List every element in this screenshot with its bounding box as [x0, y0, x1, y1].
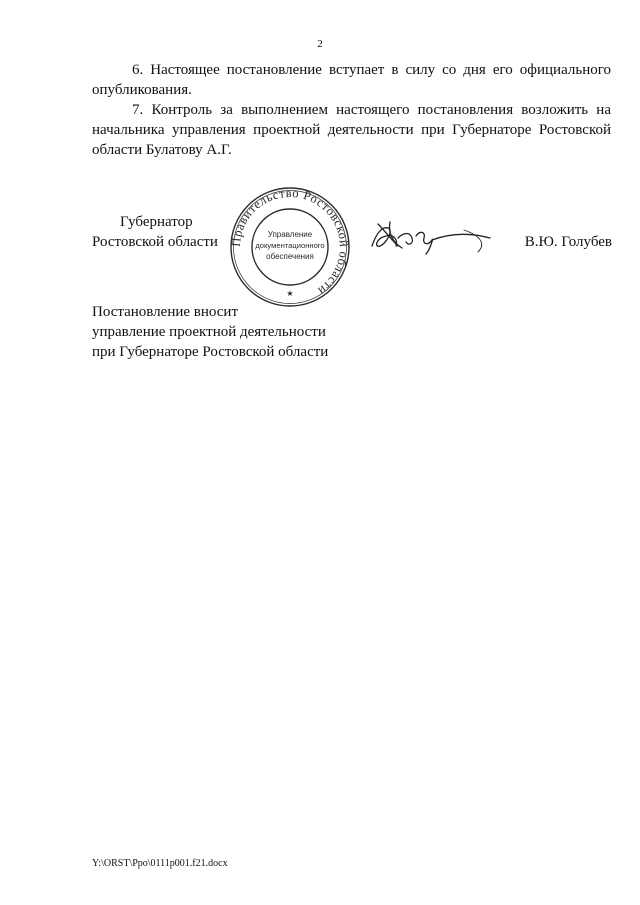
- seal-inner-line1: Управление: [267, 230, 313, 239]
- handwritten-signature: [368, 216, 498, 258]
- page-number: 2: [317, 38, 323, 50]
- governor-title-line1: Губернатор: [120, 214, 193, 230]
- governor-name: В.Ю. Голубев: [524, 234, 612, 250]
- governor-title-line2: Ростовской области: [92, 234, 218, 250]
- file-path-footer: Y:\ORST\Ppo\0111p001.f21.docx: [92, 858, 228, 869]
- submitter-line2: управление проектной деятельности: [92, 324, 326, 340]
- paragraph-6: 6. Настоящее постановление вступает в силу со дня его официального опубликования.: [92, 62, 611, 98]
- document-body: [92, 60, 611, 160]
- seal-inner-line3: обеспечения: [266, 252, 314, 261]
- paragraph-7: 7. Контроль за выполнением настоящего постановления возложить на начальника управления проектной деятельности при Губернаторе Ростовской области Булатову А.Г.: [92, 102, 611, 158]
- submitter-note: [92, 302, 328, 362]
- seal-outer-text: Правительство Ростовской области: [229, 186, 351, 299]
- official-seal-stamp: [229, 186, 351, 308]
- submitter-line3: при Губернаторе Ростовской области: [92, 344, 329, 360]
- signature-block: [92, 186, 612, 312]
- governor-title: [92, 212, 218, 252]
- submitter-line1: Постановление вносит: [92, 304, 239, 320]
- seal-inner-line2: документационного: [255, 241, 325, 250]
- seal-star-icon: ★: [286, 289, 294, 298]
